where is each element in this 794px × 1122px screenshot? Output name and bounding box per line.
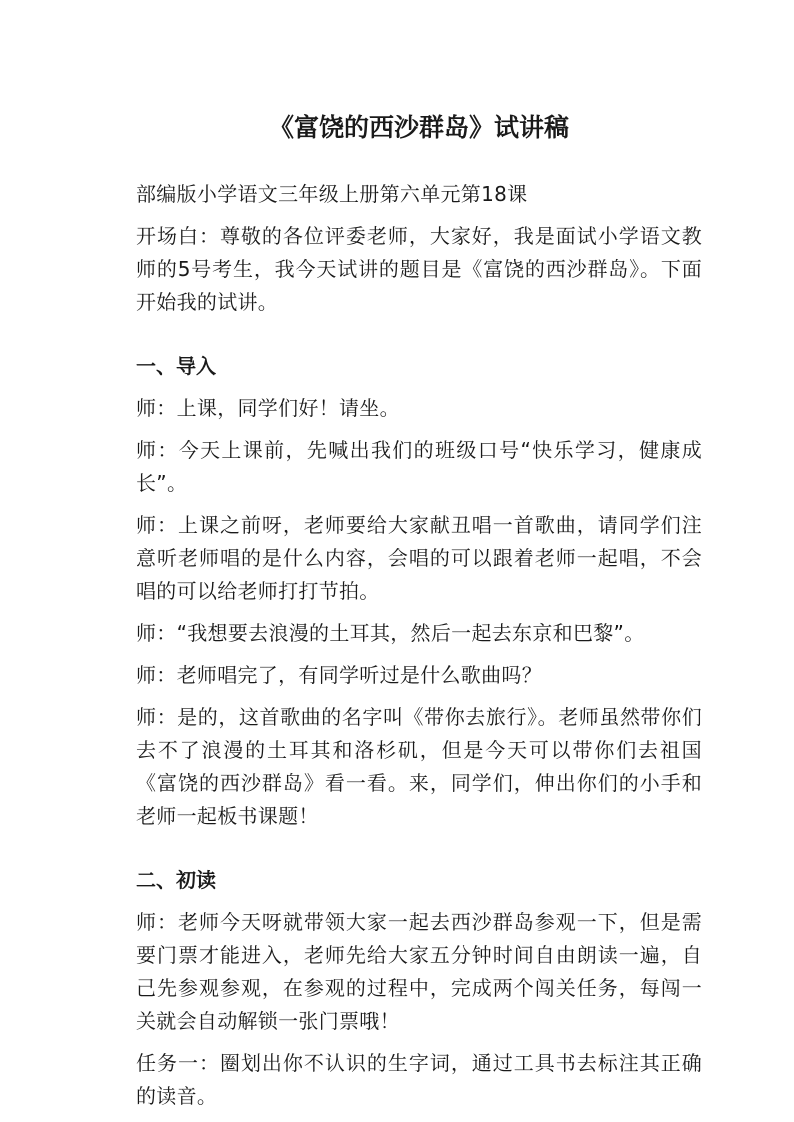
paragraph: 师：是的，这首歌曲的名字叫《带你去旅行》。老师虽然带你们去不了浪漫的土耳其和洛杉矶，但是今天可以带你们去祖国《富饶的西沙群岛》看一看。来，同学们，伸出你们的小手和老师一起板书课题！	[136, 705, 702, 828]
document-page	[136, 108, 702, 1122]
document-title: 《富饶的西沙群岛》试讲稿	[268, 113, 569, 142]
opening-paragraph: 开场白：尊敬的各位评委老师，大家好，我是面试小学语文教师的5号考生，我今天试讲的题目是《富饶的西沙群岛》。下面开始我的试讲。	[136, 224, 702, 314]
paragraph: 师：今天上课前，先喊出我们的班级口号“快乐学习，健康成长”。	[136, 438, 702, 495]
section-heading-first-reading: 二、初读	[136, 868, 216, 892]
paragraph: 师：“我想要去浪漫的土耳其，然后一起去东京和巴黎”。	[136, 621, 645, 645]
paragraph: 师：老师唱完了，有同学听过是什么歌曲吗？	[136, 663, 542, 687]
paragraph: 师：上课之前呀，老师要给大家献丑唱一首歌曲，请同学们注意听老师唱的是什么内容，会唱的可以跟着老师一起唱，不会唱的可以给老师打打节拍。	[136, 513, 702, 603]
paragraph: 师：老师今天呀就带领大家一起去西沙群岛参观一下，但是需要门票才能进入，老师先给大家五分钟时间自由朗读一遍，自己先参观参观，在参观的过程中，完成两个闯关任务，每闯一关就会自动解锁一张门票哦！	[136, 910, 702, 1033]
section-heading-intro: 一、导入	[136, 354, 216, 378]
lesson-subtitle: 部编版小学语文三年级上册第六单元第18课	[136, 182, 528, 206]
paragraph: 师：上课，同学们好！请坐。	[136, 396, 400, 420]
paragraph: 任务一：圈划出你不认识的生字词，通过工具书去标注其正确的读音。	[136, 1051, 702, 1108]
